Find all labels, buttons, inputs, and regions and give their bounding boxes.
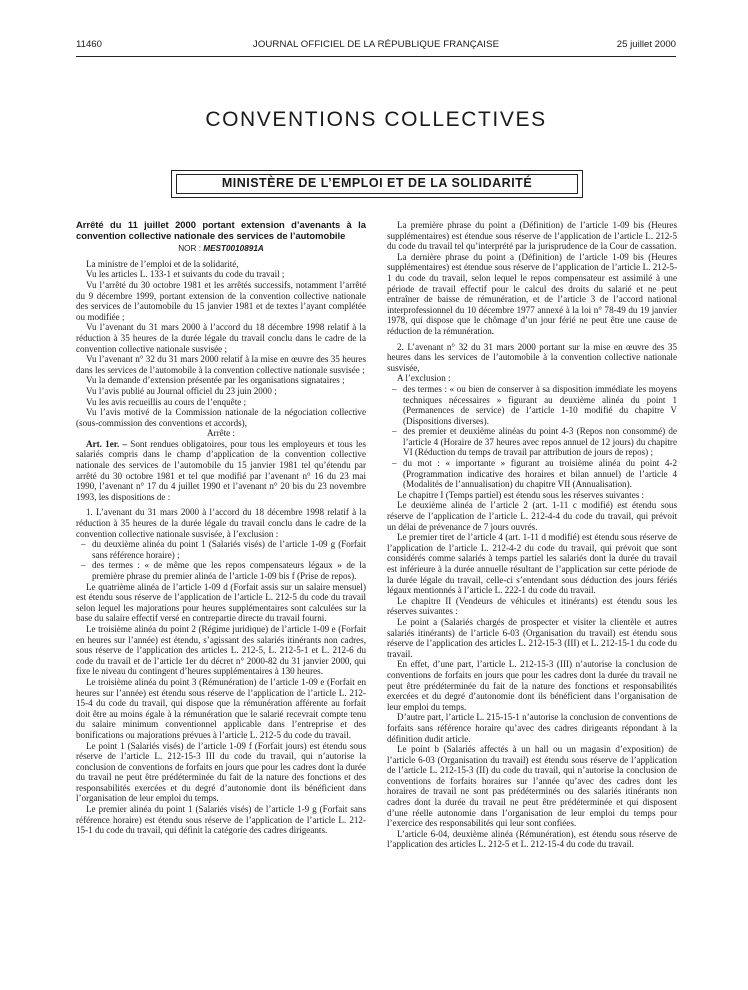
- body-paragraph: Le troisième alinéa du point 2 (Régime juridique) de l’article 1-09 e (Forfait en heures sur l’année) est étendu, s’agissant des salariés itinérants non cadres, sous réserve de l’application des articles L. 212-5, L. 212-5-1 et L. 212-6 du code du travail et de l’article 1er du décret n° 2000-82 du 31 janvier 2000, qui fixe le niveau du contingent d’heures supplémentaires à 130 heures.: [76, 623, 366, 677]
- body-paragraph: La première phrase du point a (Définition) de l’article 1-09 bis (Heures supplémentaires) est étendue sous réserve de l’application de l’article L. 212-5 du code du travail tel qu’interprété par la jurisprudence de la Cour de cassation.: [387, 220, 677, 252]
- body-paragraph: Vu l’avis motivé de la Commission nationale de la négociation collective (sous-commission des conventions et accords),: [76, 407, 366, 428]
- body-paragraph: Le chapitre I (Temps partiel) est étendu sous les réserves suivantes :: [397, 489, 645, 500]
- body-paragraph: Vu l’avenant du 31 mars 2000 à l’accord du 18 décembre 1998 relatif à la réduction à 35 heures de la durée légale du travail conclu dans le cadre de la convention collective nationale susvisée ;: [76, 322, 366, 354]
- arrete-title: Arrêté du 11 juillet 2000 portant extension d’avenants à la convention collective nationale des services de l’automobile: [76, 219, 366, 241]
- article-paragraph: [76, 439, 366, 503]
- body-paragraph: Le premier tiret de l’article 4 (art. 1-11 d modifié) est étendu sous réserve de l’application de l’article L. 212-4-2 du code du travail, qui prévoit que sont considérés comme salariés à temps partiel les salariés dont la durée du travail est inférieure à la durée annuelle résultant de l’application sur cette période de la durée légale du travail, celle-ci s’entendant sous déduction des jours fériés légaux mentionnés à l’article L. 222-1 du code du travail.: [387, 532, 677, 596]
- exclusion-item: – des termes : « de même que les repos compensateurs légaux » de la première phrase du premier alinéa de l’article 1-09 bis f (Prise de repos).: [76, 560, 366, 581]
- body-paragraph: La dernière phrase du point a (Définition) de l’article 1-09 bis (Heures supplémentaires) est étendue sous réserve de l’application de l’article L. 212-5-1 du code du travail, selon lequel le repos compensateur est assimilé à une période de travail effectif pour le calcul des droits du salarié et ne peut entraîner de baisse de rémunération, et de l’article 3 de l’accord national interprofessionnel du 10 décembre 1977 annexé à la loi n° 78-49 du 19 janvier 1978, qui dispose que le chômage d’un jour férié ne peut être une cause de réduction de la rémunération.: [387, 251, 677, 336]
- body-paragraph: A l’exclusion :: [397, 373, 451, 384]
- body-paragraph: La ministre de l’emploi et de la solidarité,: [86, 258, 239, 269]
- ministry-box: [171, 170, 583, 198]
- page-number: 11460: [76, 39, 102, 50]
- left-column: [76, 220, 366, 836]
- section-title: CONVENTIONS COLLECTIVES: [205, 108, 547, 131]
- exclusion-item: – des premier et deuxième alinéas du point 4-3 (Repos non consommé) de l’article 4 (Horaire de 37 heures avec repos annuel de 12 jours) du chapitre VI (Réduction du temps de travail par attribution de jours de repos) ;: [387, 426, 677, 458]
- numbered-paragraph: 1. L’avenant du 31 mars 2000 à l’accord du 18 décembre 1998 relatif à la réduction à 35 heures de la durée légale du travail conclu dans le cadre de la convention collective nationale susvisée, à l’exclusion :: [76, 507, 366, 539]
- body-paragraph: En effet, d’une part, l’article L. 212-15-3 (III) n’autorise la conclusion de conventions de forfaits en jours que pour les cadres dont la durée du travail ne peut être prédéterminée du fait de la nature des fonctions et responsabilités exercées et du degré d’autonomie dont ils bénéficient dans l’organisation de leur emploi du temps.: [387, 659, 677, 712]
- body-paragraph: Le quatrième alinéa de l’article 1-09 d (Forfait assis sur un salaire mensuel) est étendu sous réserve de l’application de l’article L. 212-5 du code du travail selon lequel les majorations pour heures supplémentaires sont calculées sur la base du salaire effectif versé en contrepartie directe du travail fourni.: [76, 581, 366, 624]
- header-rule: [76, 56, 676, 57]
- nor-label: NOR :: [178, 244, 201, 254]
- body-paragraph: Le deuxième alinéa de l’article 2 (art. 1-11 c modifié) est étendu sous réserve de l’application de l’article L. 212-4-4 du code du travail, qui prévoit un délai de prévenance de 7 jours ouvrés.: [387, 500, 677, 532]
- body-paragraph: Vu la demande d’extension présentée par les organisations signataires ;: [86, 375, 345, 386]
- article-text: Sont rendues obligatoires, pour tous les employeurs et tous les salariés compris dans le champ d’application de la convention collective nationale des services de l’automobile du 15 janvier 1981 tel qu’étendu par arrêté du 30 octobre 1981 et tel que modifié par l’avenant n° 16 du 23 mai 1990, l’avenant n° 17 du 4 juillet 1990 et l’avenant n° 20 bis du 23 novembre 1993, les dispositions de :: [76, 438, 366, 502]
- right-column: [387, 220, 677, 850]
- body-paragraph: Vu les articles L. 133-1 et suivants du code du travail ;: [86, 269, 285, 280]
- exclusion-item: – du deuxième alinéa du point 1 (Salariés visés) de l’article 1-09 g (Forfait sans référence horaire) ;: [76, 539, 366, 560]
- body-paragraph: D’autre part, l’article L. 215-15-1 n’autorise la conclusion de conventions de forfaits sans référence horaire qu’avec des cadres dirigeants répondant à la définition dudit article.: [387, 712, 677, 744]
- exclusion-item: – des termes : « ou bien de conserver à sa disposition immédiate les moyens techniques nécessaires » figurant au deuxième alinéa du point 1 (Permanences de service) de l’article 1-10 modifié du chapitre V (Dispositions diverses).: [387, 384, 677, 426]
- body-paragraph: Le premier alinéa du point 1 (Salariés visés) de l’article 1-9 g (Forfait sans référence horaire) est étendu sous réserve de l’application de l’article L. 212-15-1 du code du travail, qui définit la catégorie des cadres dirigeants.: [76, 804, 366, 836]
- nor-reference: [76, 244, 366, 255]
- exclusion-item: – du mot : « importante » figurant au troisième alinéa du point 4-2 (Programmation indicative des horaires et bilan annuel) de l’article 4 (Modalités de l’annualisation) du chapitre VII (Annualisation).: [387, 458, 677, 490]
- body-paragraph: Vu les avis recueillis au cours de l’enquête ;: [86, 396, 247, 407]
- ministry-name: MINISTÈRE DE L’EMPLOI ET DE LA SOLIDARITÉ: [176, 174, 578, 194]
- body-paragraph: Le point 1 (Salariés visés) de l’article 1-09 f (Forfait jours) est étendu sous réserve de l’article L. 212-15-3 III du code du travail, qui n’autorise la conclusion de conventions de forfaits en jours que pour les cadres dont la durée du travail ne peut être prédéterminée du fait de la nature des fonctions et des responsabilités exercées et du degré d’autonomie dont ils bénéficient dans l’organisation de leur emploi du temps.: [76, 740, 366, 804]
- body-paragraph: Le chapitre II (Vendeurs de véhicules et itinérants) est étendu sous les réserves suivantes :: [387, 595, 677, 617]
- body-paragraph: Le point a (Salariés chargés de prospecter et visiter la clientèle et autres salariés itinérants) de l’article 6-03 (Organisation du travail) est étendu sous réserve de l’application des articles L. 212-15-3 (III) et L. 212-15-1 du code du travail.: [387, 616, 677, 659]
- issue-date: 25 juillet 2000: [616, 39, 676, 50]
- right-column-body: [387, 220, 677, 850]
- body-paragraph: Vu l’avis publié au Journal officiel du 23 juin 2000 ;: [86, 385, 277, 396]
- body-paragraph: Vu l’avenant n° 32 du 31 mars 2000 relatif à la mise en œuvre des 35 heures dans les services de l’automobile à la convention collective nationale susvisée ;: [76, 354, 366, 375]
- body-paragraph: Vu l’arrêté du 30 octobre 1981 et les arrêtés successifs, notamment l’arrêté du 9 décembre 1999, portant extension de la convention collective nationale des services de l’automobile du 15 janvier 1981 et de textes l’ayant complétée ou modifiée ;: [76, 279, 366, 322]
- left-column-body: [76, 259, 366, 836]
- article-label: Art. 1er. –: [86, 438, 128, 449]
- journal-title: JOURNAL OFFICIEL DE LA RÉPUBLIQUE FRANÇAISE: [252, 39, 500, 50]
- body-paragraph: L’article 6-04, deuxième alinéa (Rémunération), est étendu sous réserve de l’application des articles L. 212-5 et L. 212-15-4 du code du travail.: [387, 828, 677, 850]
- body-paragraph: Le troisième alinéa du point 3 (Rémunération) de l’article 1-09 e (Forfait en heures sur l’année) est étendu sous réserve de l’application de l’article L. 212-15-4 du code du travail, qui dispose que la rémunération afférente au forfait doit être au moins égale à la rémunération que le salarié recevrait compte tenu du salaire minimum conventionnel applicable dans l’entreprise et des bonifications ou majorations prévues à l’article L. 212-5 du code du travail.: [76, 676, 366, 740]
- numbered-paragraph: 2. L’avenant n° 32 du 31 mars 2000 portant sur la mise en œuvre des 35 heures dans les services de l’automobile à la convention collective nationale susvisée,: [387, 341, 677, 373]
- page-header: [76, 39, 676, 53]
- body-paragraph: Le point b (Salariés affectés à un hall ou un magasin d’exposition) de l’article 6-03 (Organisation du travail) est étendu sous réserve de l’application de l’article L. 212-15-3 (II) du code du travail, qui n’autorise la conclusion de conventions de forfaits horaires sur l’année qu’avec des cadres dont les horaires de travail ne sont pas prédéterminés ou des salariés itinérants non cadres dont la durée du travail ne peut être prédéterminée et qui disposent d’une réelle autonomie dans l’organisation de leur emploi du temps pour l’exercice des responsabilités qui leur sont confiées.: [387, 744, 677, 829]
- decree-heading: Arrête :: [206, 428, 236, 439]
- nor-code: MEST0010891A: [203, 244, 264, 254]
